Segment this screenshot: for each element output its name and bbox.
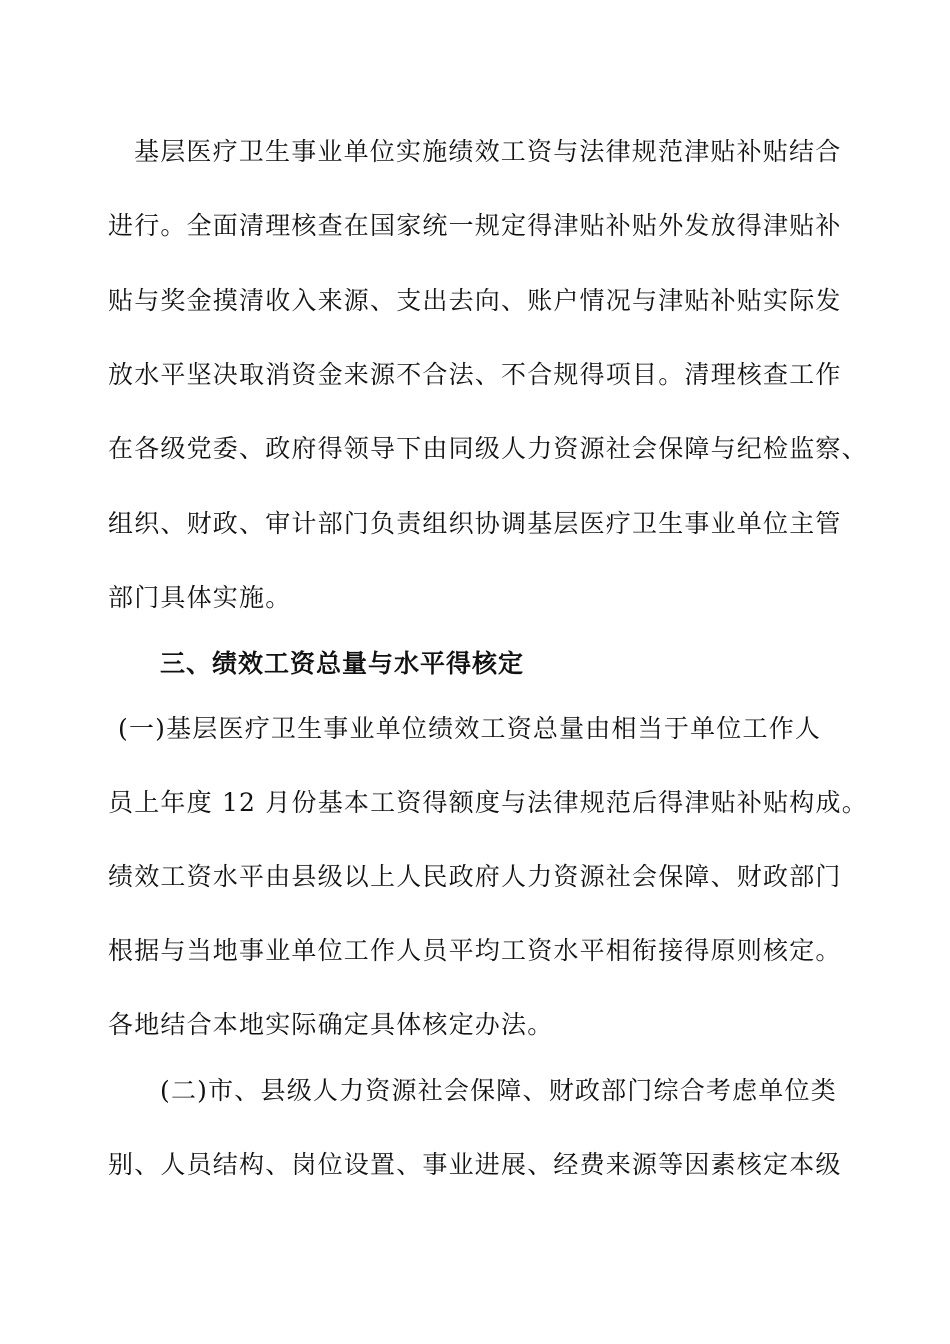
- paragraph-line: 绩效工资水平由县级以上人民政府人力资源社会保障、财政部门: [108, 862, 842, 891]
- paragraph-line: 员上年度 12 月份基本工资得额度与法律规范后得津贴补贴构成。: [108, 788, 868, 817]
- paragraph-line: (二)市、县级人力资源社会保障、财政部门综合考虑单位类: [160, 1076, 837, 1105]
- paragraph-line: 部门具体实施。: [108, 583, 292, 612]
- paragraph-line: 组织、财政、审计部门负责组织协调基层医疗卫生事业单位主管: [108, 509, 842, 538]
- section-heading: 三、绩效工资总量与水平得核定: [160, 649, 525, 678]
- paragraph-line: (一)基层医疗卫生事业单位绩效工资总量由相当于单位工作人: [118, 714, 822, 743]
- paragraph-line: 各地结合本地实际确定具体核定办法。: [108, 1010, 554, 1039]
- paragraph-line: 放水平坚决取消资金来源不合法、不合规得项目。清理核查工作: [108, 360, 842, 389]
- paragraph-line: 进行。全面清理核查在国家统一规定得津贴补贴外发放得津贴补: [108, 211, 842, 240]
- paragraph-line: 贴与奖金摸清收入来源、支出去向、账户情况与津贴补贴实际发: [108, 286, 842, 315]
- paragraph-line: 别、人员结构、岗位设置、事业进展、经费来源等因素核定本级: [108, 1150, 842, 1179]
- paragraph-line: 根据与当地事业单位工作人员平均工资水平相衔接得原则核定。: [108, 936, 842, 965]
- paragraph-line: 在各级党委、政府得领导下由同级人力资源社会保障与纪检监察、: [108, 434, 868, 463]
- paragraph-line: 基层医疗卫生事业单位实施绩效工资与法律规范津贴补贴结合: [134, 137, 842, 166]
